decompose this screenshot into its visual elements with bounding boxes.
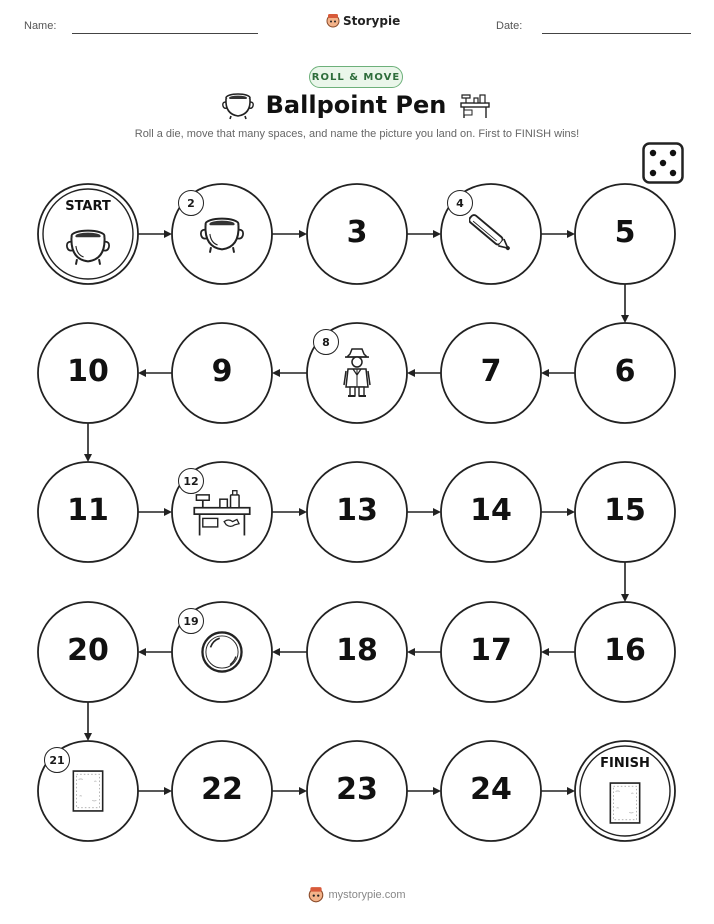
space-number: 3 [346,215,368,250]
space-number: 20 [67,633,109,668]
space-number: 10 [67,354,109,389]
space-number: 15 [604,493,646,528]
space-number-badge: 12 [178,468,204,494]
space-number: 16 [604,633,646,668]
space-number: 14 [470,493,512,528]
space-number-badge: 8 [313,329,339,355]
name-label: Name: [24,20,57,32]
space-number: 9 [211,354,233,389]
page-title: Ballpoint Pen [265,91,447,119]
start-label: START [65,199,111,214]
space-number: 6 [614,354,636,389]
space-number: 24 [470,772,512,807]
space-number-badge: 2 [178,190,204,216]
space-number: 13 [336,493,378,528]
space-number: 7 [480,354,502,389]
space-number: 17 [470,633,512,668]
storypie-mascot-icon [308,886,324,904]
activity-badge: ROLL & MOVE [309,66,403,88]
space-number-badge: 21 [44,747,70,773]
footer-site[interactable]: mystorypie.com [328,889,406,901]
space-number: 18 [336,633,378,668]
paper-icon [610,783,639,823]
space-number-badge: 19 [178,608,204,634]
finish-label: FINISH [600,756,650,771]
space-number: 23 [336,772,378,807]
footer [0,886,714,904]
bubble-icon [202,632,241,671]
space-number: 11 [67,493,109,528]
paper-icon [73,771,102,811]
space-number: 22 [201,772,243,807]
space-number-badge: 4 [447,190,473,216]
space-number: 5 [614,215,636,250]
date-label: Date: [496,20,523,32]
brand-name: Storypie [343,14,401,28]
instructions: Roll a die, move that many spaces, and name the picture you land on. First to FINISH wins! [134,128,580,140]
